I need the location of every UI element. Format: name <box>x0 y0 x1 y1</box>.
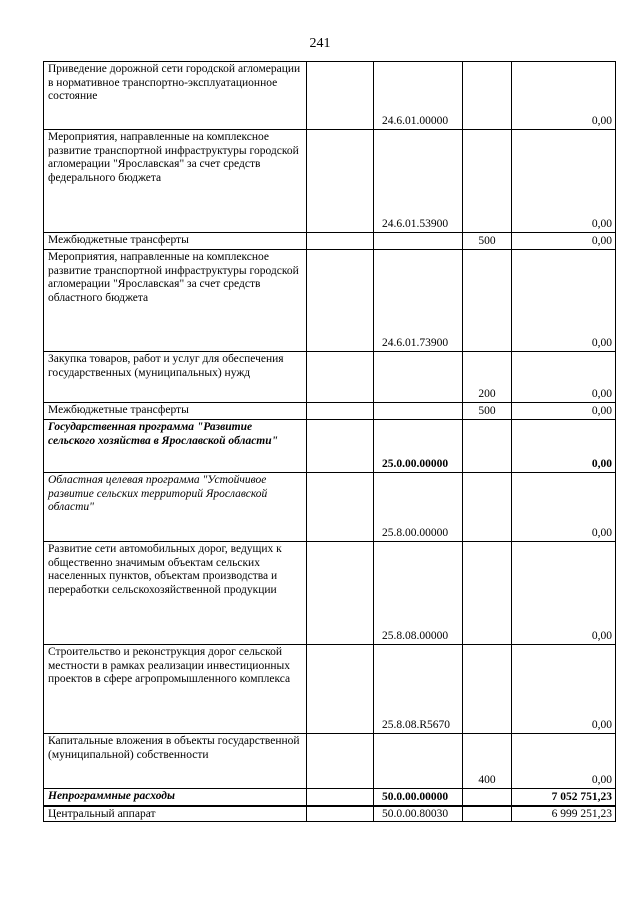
row-amount: 0,00 <box>512 62 616 130</box>
table-row <box>44 352 616 403</box>
row-blank-cell <box>307 420 374 473</box>
table-row <box>44 420 616 473</box>
row-type <box>463 62 512 130</box>
row-blank-cell <box>307 542 374 645</box>
row-code <box>374 734 463 789</box>
row-type: 500 <box>463 403 512 420</box>
row-name: Межбюджетные трансферты <box>44 233 307 250</box>
row-code <box>374 403 463 420</box>
row-amount: 6 999 251,23 <box>512 806 616 822</box>
row-name: Капитальные вложения в объекты государственной (муниципальной) собственности <box>44 734 307 789</box>
table-row <box>44 734 616 789</box>
row-blank-cell <box>307 473 374 542</box>
row-code: 25.0.00.00000 <box>374 420 463 473</box>
row-blank-cell <box>307 734 374 789</box>
row-blank-cell <box>307 403 374 420</box>
row-type: 200 <box>463 352 512 403</box>
row-type <box>463 473 512 542</box>
row-blank-cell <box>307 62 374 130</box>
row-type: 500 <box>463 233 512 250</box>
row-code: 25.8.00.00000 <box>374 473 463 542</box>
row-code: 25.8.08.R5670 <box>374 645 463 734</box>
page-number: 241 <box>309 36 331 51</box>
row-blank-cell <box>307 352 374 403</box>
table-row <box>44 542 616 645</box>
row-type <box>463 806 512 822</box>
row-amount: 7 052 751,23 <box>512 789 616 806</box>
row-name: Непрограммные расходы <box>44 789 307 806</box>
row-name: Развитие сети автомобильных дорог, ведущих к общественно значимым объектам сельских населенных пунктов, объектам производства и переработки сельскохозяйственной продукции <box>44 542 307 645</box>
row-type <box>463 542 512 645</box>
row-amount: 0,00 <box>512 130 616 233</box>
table-row <box>44 233 616 250</box>
table-row <box>44 62 616 130</box>
row-amount: 0,00 <box>512 734 616 789</box>
row-amount: 0,00 <box>512 420 616 473</box>
row-code: 25.8.08.00000 <box>374 542 463 645</box>
row-code <box>374 233 463 250</box>
table-row <box>44 473 616 542</box>
table-row <box>44 250 616 352</box>
row-name: Государственная программа "Развитие сельского хозяйства в Ярославской области" <box>44 420 307 473</box>
row-amount: 0,00 <box>512 250 616 352</box>
table-row <box>44 130 616 233</box>
row-code: 24.6.01.73900 <box>374 250 463 352</box>
row-name: Строительство и реконструкция дорог сельской местности в рамках реализации инвестиционных проектов в сфере агропромышленного комплекса <box>44 645 307 734</box>
row-name: Приведение дорожной сети городской агломерации в нормативное транспортно-эксплуатационное состояние <box>44 62 307 130</box>
row-amount: 0,00 <box>512 645 616 734</box>
table-row <box>44 789 616 806</box>
row-code: 50.0.00.80030 <box>374 806 463 822</box>
row-name: Межбюджетные трансферты <box>44 403 307 420</box>
row-type <box>463 789 512 806</box>
row-name: Центральный аппарат <box>44 806 307 822</box>
row-blank-cell <box>307 130 374 233</box>
row-amount: 0,00 <box>512 473 616 542</box>
row-amount: 0,00 <box>512 233 616 250</box>
row-name: Мероприятия, направленные на комплексное развитие транспортной инфраструктуры городской агломерации "Ярославская" за счет средств федерального бюджета <box>44 130 307 233</box>
row-amount: 0,00 <box>512 542 616 645</box>
row-amount: 0,00 <box>512 352 616 403</box>
table-row <box>44 806 616 822</box>
row-blank-cell <box>307 250 374 352</box>
row-type: 400 <box>463 734 512 789</box>
row-blank-cell <box>307 645 374 734</box>
row-type <box>463 130 512 233</box>
row-code: 24.6.01.53900 <box>374 130 463 233</box>
row-name: Областная целевая программа "Устойчивое развитие сельских территорий Ярославской области" <box>44 473 307 542</box>
row-code <box>374 352 463 403</box>
row-code: 24.6.01.00000 <box>374 62 463 130</box>
row-amount: 0,00 <box>512 403 616 420</box>
row-blank-cell <box>307 789 374 806</box>
row-name: Мероприятия, направленные на комплексное развитие транспортной инфраструктуры городской агломерации "Ярославская" за счет средств областного бюджета <box>44 250 307 352</box>
row-type <box>463 250 512 352</box>
table-row <box>44 645 616 734</box>
row-blank-cell <box>307 806 374 822</box>
row-type <box>463 645 512 734</box>
budget-table <box>43 61 616 822</box>
row-code: 50.0.00.00000 <box>374 789 463 806</box>
row-name: Закупка товаров, работ и услуг для обеспечения государственных (муниципальных) нужд <box>44 352 307 403</box>
row-blank-cell <box>307 233 374 250</box>
table-row <box>44 403 616 420</box>
row-type <box>463 420 512 473</box>
